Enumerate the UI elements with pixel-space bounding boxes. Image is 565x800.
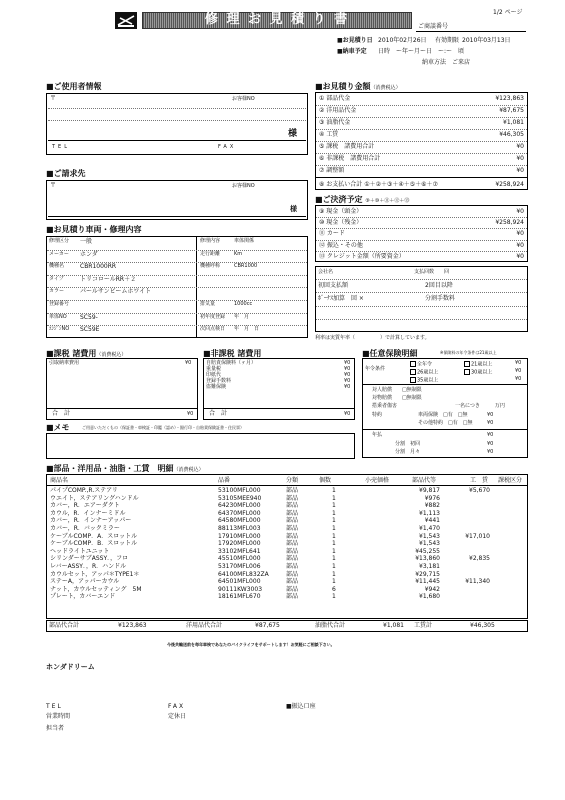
taxable-total-label: 合 計 — [52, 410, 71, 417]
vehicle-right-label: 走行距離 — [200, 250, 221, 257]
estimate-value: ¥87,675 — [499, 107, 524, 114]
labor-total-label: 工賃計 — [414, 622, 433, 629]
table-cell: ¥1,470 — [419, 525, 440, 532]
table-cell: ¥11,445 — [415, 578, 440, 586]
table-cell: ¥1,543 — [419, 532, 440, 540]
table-row — [46, 586, 528, 593]
passenger-label: 搭乗者傷害 — [372, 403, 398, 409]
vehicle-left-label: ｴﾝｼﾞﾝNO — [49, 326, 70, 333]
estimate-label: ⑥ 非課税 諸費用合計 — [319, 155, 381, 162]
table-cell: カウルセット，アッパ＊TYPE1＊ — [50, 570, 140, 578]
table-cell: 1 — [332, 570, 336, 578]
table-cell: ウエイト，ステアリングハンドル — [50, 494, 139, 502]
oil-total-label: 油脂代合計 — [315, 622, 346, 629]
table-cell: ¥1,543 — [419, 540, 440, 548]
split-monthly-value: ¥0 — [487, 449, 494, 455]
table-cell: 1 — [332, 487, 336, 494]
table-cell: ¥2,835 — [469, 555, 490, 563]
age-opt-2[interactable]: 26歳以上 — [410, 369, 438, 376]
table-cell: 1 — [332, 525, 336, 532]
honorific: 様 — [288, 129, 298, 139]
table-cell: 64501MFL000 — [218, 578, 261, 586]
table-cell: 6 — [332, 585, 336, 593]
vehicle-right-value: 年 月 — [234, 313, 250, 320]
vehicle-insurance-value: ¥0 — [487, 412, 494, 418]
oil-total-value: ¥1,081 — [383, 622, 404, 629]
vehicle-right-label: 次回点検日 — [200, 326, 226, 333]
nontax-item-value: ¥0 — [344, 372, 351, 378]
table-cell: ¥11,340 — [465, 578, 490, 586]
nontax-item-label: 登録手数料 — [206, 378, 232, 384]
payment-value: ¥0 — [516, 241, 524, 249]
vehicle-right-label: 修理内容 — [200, 238, 221, 244]
estimate-row — [315, 165, 528, 176]
vehicle-left-value: 一般 — [80, 238, 93, 245]
table-cell: 1 — [332, 563, 336, 570]
table-cell: 部品 — [286, 509, 299, 517]
payment-label: ⑫ 振込・その他 — [319, 241, 363, 249]
nontax-item-label: 自賠責保険料（ヶ月） — [206, 360, 257, 366]
table-cell: 1 — [332, 593, 336, 601]
vehicle-left-label: 車体NO — [49, 313, 67, 320]
payment-value: ¥0 — [516, 208, 524, 215]
tel-label: TEL — [52, 144, 70, 150]
table-row — [46, 563, 528, 570]
taxable-fees-title: ■課税 諸費用（消費税込） — [46, 349, 127, 358]
logo-icon — [115, 12, 137, 29]
estimate-label: ⑦ 調整額 — [319, 167, 345, 174]
insurance-note: ※保険料の年令条件は21歳以上 — [440, 350, 497, 355]
age-condition-label: 年令条件 — [365, 366, 386, 372]
table-cell: 53105MEE940 — [218, 494, 262, 502]
vehicle-right-value: 車体関係 — [234, 238, 255, 244]
table-cell: 部品 — [286, 570, 299, 578]
estimate-row — [315, 117, 528, 128]
billing-customer-no: お客様NO — [232, 183, 255, 189]
annual-label: 年払 — [372, 432, 383, 438]
vehicle-right-label: 機種呼称 — [200, 263, 221, 270]
insurance-title: ■任意保険明細 — [362, 349, 418, 358]
vehicle-left-label: カラー — [49, 288, 65, 295]
postal-mark: 〒 — [50, 95, 57, 102]
table-row — [46, 495, 528, 502]
table-cell: 64370MFL000 — [218, 509, 261, 517]
other-special-value: ¥0 — [487, 420, 494, 426]
estimate-row — [315, 129, 528, 140]
table-cell: 1 — [332, 532, 336, 540]
table-cell: ¥1,113 — [419, 509, 440, 517]
vehicle-left-value: SC59E — [80, 326, 100, 334]
nontax-item-value: ¥0 — [344, 360, 351, 366]
table-cell: 45510MFL000 — [218, 555, 261, 563]
table-cell: 部品 — [286, 547, 299, 555]
payment-row — [315, 240, 528, 251]
nontax-total-label: 合 計 — [209, 410, 228, 417]
payment-row — [315, 251, 528, 262]
table-cell: 90111KW3003 — [218, 585, 263, 593]
parts-total-label: 部品代合計 — [49, 622, 80, 629]
payment-row — [315, 228, 528, 239]
estimate-row — [315, 141, 528, 152]
memo-note: ご用意いただくもの（保証書・車検証・印鑑（認め）・銀行印・自賠責保険証書・住民票） — [82, 425, 244, 430]
vehicle-left-label: 機種名 — [49, 263, 65, 270]
dealer-name: ホンダドリーム — [46, 663, 95, 671]
vehicle-right-label: 初年度登録 — [200, 313, 226, 320]
vehicle-left-value: トリコロールRR＋２ — [80, 275, 137, 283]
age-opt-4[interactable]: 35歳以上 — [410, 377, 438, 384]
estimate-value: ¥0 — [516, 143, 524, 150]
estimate-label: ① 部品代金 — [319, 95, 351, 102]
vehicle-right-value: Km — [234, 250, 243, 257]
payment-label: ⑬ クレジット金額（所要資金） — [319, 252, 405, 260]
passenger-value: 一名につき 万円 — [455, 403, 505, 409]
table-cell: 部品 — [286, 578, 299, 586]
table-cell: 部品 — [286, 593, 299, 601]
split-first-value: ¥0 — [487, 441, 494, 447]
table-cell: 1 — [332, 517, 336, 525]
estimate-value: ¥0 — [516, 155, 524, 162]
parts-header: 商品名 品番 分類 個数 小売価格 部品代等 工 賃 課税区分 — [50, 477, 523, 484]
delivery-label: ■納車予定 — [337, 48, 367, 55]
delivery-value: 日時 ー年ー月ー日 ー:ー 頃 — [378, 48, 465, 55]
vehicle-left-label: 登録番号 — [49, 301, 70, 307]
valid-label: 有効期限 — [435, 37, 460, 44]
special-label: 特約 — [372, 412, 383, 418]
table-row — [46, 533, 528, 540]
table-row — [46, 578, 528, 585]
table-cell: 17910MFL000 — [218, 532, 261, 540]
nontax-item-value: ¥0 — [344, 366, 351, 372]
payment-value: ¥258,924 — [495, 219, 524, 227]
table-cell: 1 — [332, 502, 336, 510]
table-cell: 1 — [332, 555, 336, 563]
estimate-row — [315, 93, 528, 104]
taxable-total-value: ¥0 — [187, 411, 194, 417]
property-label: 対物賠償 — [372, 395, 393, 401]
table-cell: ¥976 — [424, 494, 440, 502]
table-row — [46, 555, 528, 562]
nontax-total-value: ¥0 — [344, 411, 351, 417]
age-opt-1[interactable]: 21歳以上 — [464, 361, 492, 368]
quote-date: 2010年02月26日 — [378, 37, 427, 44]
age-value-1: ¥0 — [515, 368, 522, 374]
nontax-item-label: 印紙代 — [206, 372, 222, 378]
memo-title: ■メモ — [46, 423, 70, 432]
footer-tel: TEL — [46, 703, 63, 710]
pickup-fee-label: 引取納車費用 — [49, 360, 80, 366]
table-row — [46, 517, 528, 524]
estimate-label: ⑤ 課税 諸費用合計 — [319, 143, 375, 150]
delivery-method: 納車方法 ご来店 — [422, 59, 471, 66]
page-title: 修 理 お 見 積 り 書 — [204, 12, 350, 27]
goods-total-value: ¥87,675 — [255, 622, 280, 629]
nontax-item-label: 重量税 — [206, 366, 222, 372]
logo — [115, 12, 137, 29]
table-cell: 部品 — [286, 563, 299, 570]
table-cell: ¥3,181 — [419, 563, 440, 570]
table-cell: 部品 — [286, 487, 299, 494]
table-row — [46, 593, 528, 600]
memo-box[interactable] — [46, 433, 355, 459]
rate-note: 利率は実質年率（ ）で計算しています。 — [315, 335, 430, 341]
table-cell: 部品 — [286, 585, 299, 593]
estimate-label: ④ 工賃 — [319, 131, 339, 138]
table-cell: ¥13,860 — [415, 555, 440, 563]
split-monthly-label: 分割 月々 — [395, 449, 421, 455]
table-row — [46, 548, 528, 555]
staff: 担当者 — [46, 725, 65, 732]
vehicle-left-label: メーカー — [49, 250, 69, 257]
table-cell: 64230MFL000 — [218, 502, 261, 510]
table-cell: カバー，R．インナーアッパー — [50, 517, 132, 525]
other-special: その他特約 □有 □無 — [418, 420, 473, 426]
installment-fee: 分割手数料 — [425, 295, 456, 302]
table-cell: カバー，R．エアーダクト — [50, 502, 120, 510]
table-cell: 部品 — [286, 494, 299, 502]
split-first-label: 分割 初回 — [395, 441, 421, 447]
table-row — [46, 540, 528, 547]
age-opt-3[interactable]: 30歳以上 — [464, 369, 492, 376]
table-cell: プレート，カバーエンド — [50, 593, 116, 601]
table-cell: ¥5,670 — [469, 487, 490, 494]
table-cell: ¥882 — [424, 502, 440, 510]
estimate-label: ③ 油脂代金 — [319, 119, 351, 126]
estimate-title: ■お見積り金額（消費税込） — [315, 82, 401, 91]
nontax-item-label: 盗難保険 — [206, 384, 227, 390]
estimate-label: ② 洋用品代金 — [319, 107, 357, 114]
business-hours: 営業時間 — [46, 713, 71, 720]
credit-company: 会社名 — [318, 269, 334, 275]
customer-no-label: お客様NO — [232, 96, 255, 102]
estimate-value: ¥0 — [516, 167, 524, 174]
transfer-account: ■振込口座 — [286, 703, 316, 710]
payment-label: ⑨ 現金（頭金） — [319, 208, 363, 215]
estimate-row — [315, 153, 528, 164]
table-cell: ¥9,817 — [419, 487, 440, 494]
fax-label: FAX — [218, 144, 237, 150]
estimate-value: ¥123,863 — [495, 95, 524, 102]
table-cell: レバーASSY．，R．ハンドル — [50, 563, 127, 570]
table-cell: ¥29,715 — [415, 570, 440, 578]
table-cell: 部品 — [286, 502, 299, 510]
table-cell: 部品 — [286, 532, 299, 540]
table-cell: ¥17,010 — [465, 532, 490, 540]
payment-title: ■ご決済予定 ⑨＋⑩＋⑪＋⑫＋⑬ — [315, 195, 410, 204]
table-cell: ヘッドライトユニット — [50, 547, 110, 555]
table-cell: 88113MFL003 — [218, 525, 261, 532]
quote-number-label: ご商談番号 — [418, 23, 449, 30]
estimate-value: ¥1,081 — [503, 119, 524, 126]
first-payment: 初回支払額 — [318, 282, 349, 289]
table-cell: ケーブルCOMP．B．スロットル — [50, 540, 138, 548]
estimate-row — [315, 105, 528, 116]
table-cell: 64580MFL000 — [218, 517, 261, 525]
user-info-title: ■ご使用者情報 — [46, 82, 102, 91]
table-cell: カウル，R．インナーミドル — [50, 509, 126, 517]
table-cell: パイプCOMP.,R.ステアリ — [50, 487, 118, 494]
valid-date: 2010年03月13日 — [462, 37, 511, 44]
vehicle-left-label: 修理区分 — [49, 238, 70, 244]
payment-label: ⑩ 現金（残金） — [319, 219, 363, 227]
table-cell: 53100MFL000 — [218, 487, 261, 494]
table-cell: 53170MFL006 — [218, 563, 261, 570]
table-cell: 64100MFL832ZA — [218, 570, 269, 578]
table-cell: ケーブルCOMP．A．スロットル — [50, 532, 138, 540]
user-info-box — [46, 93, 308, 155]
table-cell: カバー，R．バックミラー — [50, 525, 120, 532]
table-cell: ステーA，アッパーカウル — [50, 578, 120, 586]
vehicle-right-value: 年 月 日 — [234, 326, 260, 333]
estimate-row — [315, 179, 528, 190]
property-value: □無制限 — [402, 395, 422, 401]
payment-value: ¥0 — [516, 230, 524, 238]
estimate-value: ¥258,924 — [495, 181, 524, 188]
vehicle-left-value: SC59- — [80, 313, 98, 321]
second-payment: 2回目以降 — [425, 282, 453, 289]
estimate-label: ⑧ お支払い合計 ①＋②＋③＋④＋⑤＋⑥＋⑦ — [319, 181, 438, 188]
vehicle-right-value: 1000cc — [234, 301, 253, 307]
vehicle-left-value: CBR1000RR — [80, 263, 117, 271]
table-cell: 部品 — [286, 555, 299, 563]
age-value-0: ¥0 — [515, 360, 522, 366]
table-cell: 1 — [332, 494, 336, 502]
vehicle-right-value: CBR1000 — [234, 263, 258, 270]
billing-honorific: 様 — [290, 205, 297, 213]
table-cell: 部品 — [286, 517, 299, 525]
table-row — [46, 487, 528, 494]
table-cell: 1 — [332, 547, 336, 555]
parts-title: ■部品・洋用品・油脂・工賃 明細（消費税込） — [46, 464, 204, 473]
table-cell: 1 — [332, 540, 336, 548]
table-row — [46, 525, 528, 532]
bodily-label: 対人賠償 — [372, 387, 393, 393]
billing-title: ■ご請求先 — [46, 169, 86, 178]
table-cell: 部品 — [286, 540, 299, 548]
nontax-fees-title: ■非課税 諸費用 — [203, 349, 262, 358]
credit-count: 支払回数 回 — [414, 269, 450, 275]
payment-label: ⑪ カード — [319, 230, 345, 238]
table-cell: 1 — [332, 578, 336, 586]
holiday: 定休日 — [168, 713, 187, 720]
goods-total-label: 洋用品代合計 — [186, 622, 223, 629]
billing-postal: 〒 — [50, 182, 57, 189]
table-row — [46, 502, 528, 509]
payment-value: ¥0 — [516, 252, 524, 260]
nontax-item-value: ¥0 — [344, 384, 351, 390]
estimate-value: ¥46,305 — [499, 131, 524, 138]
annual-value: ¥0 — [487, 432, 494, 438]
vehicle-right-label: 排気量 — [200, 301, 216, 307]
table-cell: 部品 — [286, 525, 299, 532]
table-cell: 1 — [332, 509, 336, 517]
vehicle-left-value: ホンダ — [80, 250, 98, 258]
table-cell: 18161MFL670 — [218, 593, 261, 601]
age-value-2: ¥0 — [515, 376, 522, 382]
table-row — [46, 571, 528, 578]
vehicle-left-value: パールサンビームホワイト — [80, 288, 152, 296]
table-cell: ¥45,255 — [415, 547, 440, 555]
page-number: 1/2 ページ — [493, 9, 523, 16]
bodily-value: □無制限 — [402, 387, 422, 393]
footer-fax: FAX — [168, 703, 186, 710]
nontax-item-value: ¥0 — [344, 378, 351, 384]
table-cell: ¥942 — [424, 585, 440, 593]
vehicle-title: ■お見積り車両・修理内容 — [46, 225, 142, 234]
age-opt-0[interactable]: 全年令 — [410, 361, 432, 368]
pickup-fee-value: ¥0 — [185, 360, 192, 366]
table-cell: 17920MFL000 — [218, 540, 261, 548]
table-cell: ¥441 — [424, 517, 440, 525]
quote-date-label: ■お見積り日 — [337, 37, 373, 44]
vehicle-insurance: 車両保険 □有 □無 — [418, 412, 468, 418]
table-cell: ¥1,680 — [419, 593, 440, 601]
footer-message: 今後共輸送前を毎年車検であなたのバイクライフをサポートします！お気軽にご相談下さい。 — [167, 642, 335, 647]
table-cell: ナット，カウルセッティング 5M — [50, 585, 142, 593]
table-cell: シリンダーサブASSY．，フロ — [50, 555, 129, 563]
bonus-add: ﾎﾞｰﾅｽ加算 回 × — [318, 295, 364, 302]
payment-row — [315, 217, 528, 228]
parts-total-value: ¥123,863 — [118, 622, 147, 629]
table-cell: 33102MFL641 — [218, 547, 261, 555]
payment-row — [315, 206, 528, 217]
billing-box — [46, 180, 308, 220]
vehicle-left-label: タイプ — [49, 275, 64, 282]
labor-total-value: ¥46,305 — [470, 622, 495, 629]
table-row — [46, 510, 528, 517]
